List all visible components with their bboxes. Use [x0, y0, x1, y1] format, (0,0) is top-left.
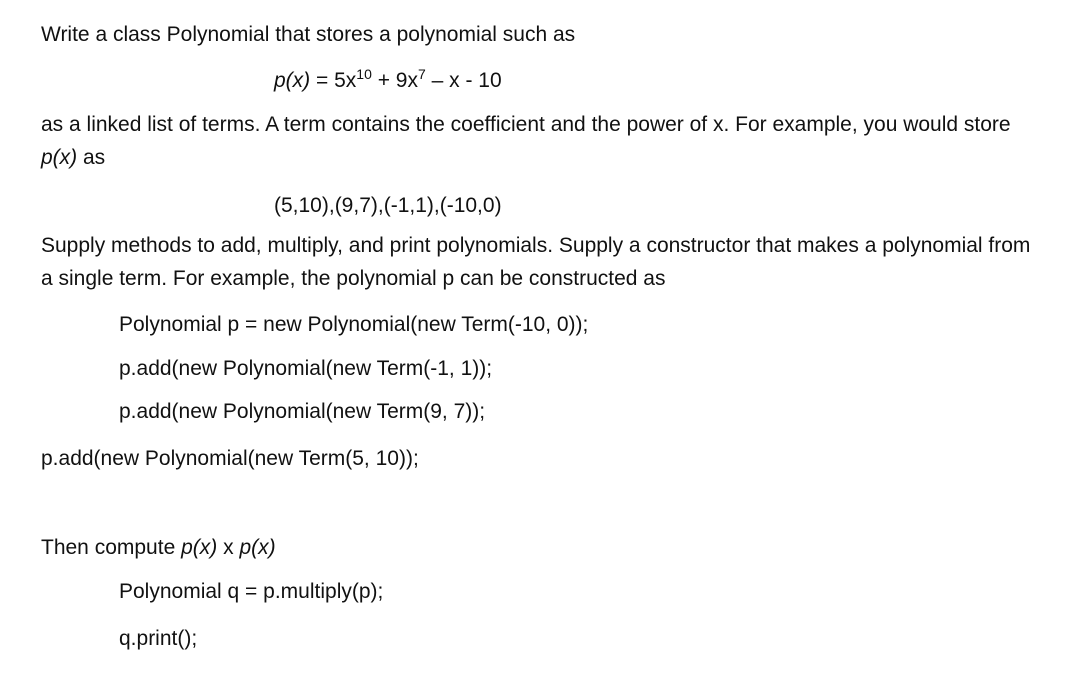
compute-prefix: Then compute	[41, 536, 182, 559]
para1-p-of-x: p(x)	[41, 146, 78, 169]
code-line-add-3: p.add(new Polynomial(new Term(5, 10));	[41, 447, 419, 470]
formula-tail: – x - 10	[425, 69, 502, 92]
formula-mid: + 9x	[371, 69, 418, 92]
polynomial-formula	[274, 68, 502, 94]
compute-b: p(x)	[239, 536, 276, 559]
code-line-add-2: p.add(new Polynomial(new Term(9, 7));	[119, 400, 486, 423]
intro-text: Write a class Polynomial that stores a polynomial such as	[41, 23, 576, 46]
code-line-add-1: p.add(new Polynomial(new Term(-1, 1));	[119, 357, 493, 380]
compute-op: x	[217, 536, 240, 559]
paragraph-methods: Supply methods to add, multiply, and print polynomials. Supply a constructor that makes a polynomial from a single term. For example, the polynomial p can be constructed as	[41, 234, 1031, 290]
term-pairs: (5,10),(9,7),(-1,1),(-10,0)	[274, 194, 502, 217]
code-line-multiply: Polynomial q = p.multiply(p);	[119, 580, 384, 603]
compute-line	[41, 535, 276, 561]
code-line-print: q.print();	[119, 627, 198, 650]
code-line-constructor: Polynomial p = new Polynomial(new Term(-10, 0));	[119, 313, 589, 336]
para1-text-a: as a linked list of terms. A term contains the coefficient and the power of x. For example, you would store	[41, 113, 1011, 136]
paragraph-linked-list	[41, 108, 1041, 174]
formula-eq: = 5x	[310, 69, 357, 92]
para1-text-b: as	[77, 146, 106, 169]
formula-exp2: 7	[418, 66, 426, 82]
compute-a: p(x)	[181, 536, 218, 559]
formula-lhs: p(x)	[274, 69, 311, 92]
formula-exp1: 10	[356, 66, 372, 82]
